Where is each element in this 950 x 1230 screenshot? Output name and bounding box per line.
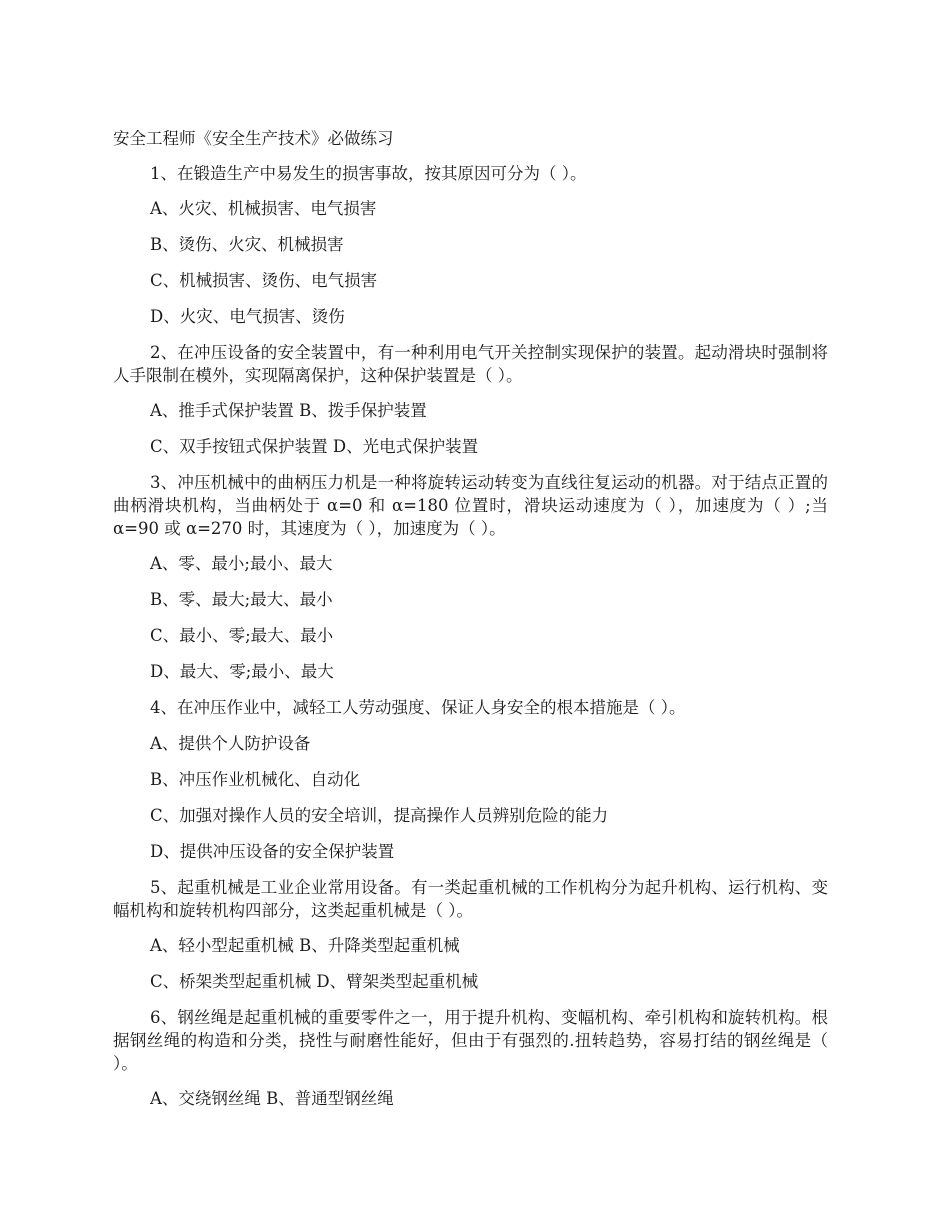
question-3: 3、冲压机械中的曲柄压力机是一种将旋转运动转变为直线往复运动的机器。对于结点正置的曲柄滑块机构，当曲柄处于 α=0 和 α=180 位置时，滑块运动速度为（ ），加速度为（ ）;当 α=90 或 α=270 时，其速度为（ ），加速度为（ ）。: [113, 473, 828, 538]
question-5: 5、起重机械是工业企业常用设备。有一类起重机械的工作机构分为起升机构、运行机构、变幅机构和旋转机构四部分，这类起重机械是（ ）。: [113, 878, 828, 920]
option-4b: B、冲压作业机械化、自动化: [150, 770, 361, 789]
option-3a: A、零、最小;最小、最大: [150, 554, 333, 573]
option-3d: D、最大、零;最小、最大: [150, 662, 334, 681]
question-6: 6、钢丝绳是起重机械的重要零件之一，用于提升机构、变幅机构、牵引机构和旋转机构。根据钢丝绳的构造和分类，挠性与耐磨性能好，但由于有强烈的.扭转趋势，容易打结的钢丝绳是（ ）。: [113, 1008, 828, 1073]
option-4a: A、提供个人防护设备: [150, 734, 311, 753]
option-1c: C、机械损害、烫伤、电气损害: [150, 271, 378, 290]
question-4: 4、在冲压作业中，减轻工人劳动强度、保证人身安全的根本措施是（ ）。: [150, 698, 686, 717]
option-4c: C、加强对操作人员的安全培训，提高操作人员辨别危险的能力: [150, 806, 609, 825]
option-1b: B、烫伤、火灾、机械损害: [150, 235, 344, 254]
document-body: [113, 127, 828, 1123]
option-2cd: C、双手按钮式保护装置 D、光电式保护装置: [150, 437, 479, 456]
option-5ab: A、轻小型起重机械 B、升降类型起重机械: [150, 936, 460, 955]
question-1: 1、在锻造生产中易发生的损害事故，按其原因可分为（ ）。: [150, 164, 587, 183]
document-title: 安全工程师《安全生产技术》必做练习: [113, 129, 394, 148]
option-5cd: C、桥架类型起重机械 D、臂架类型起重机械: [150, 972, 479, 991]
option-3c: C、最小、零;最大、最小: [150, 626, 334, 645]
option-2ab: A、推手式保护装置 B、拨手保护装置: [150, 401, 427, 420]
option-6ab: A、交绕钢丝绳 B、普通型钢丝绳: [150, 1089, 394, 1108]
option-4d: D、提供冲压设备的安全保护装置: [150, 842, 395, 861]
question-2: 2、在冲压设备的安全装置中，有一种利用电气开关控制实现保护的装置。起动滑块时强制将人手限制在模外，实现隔离保护，这种保护装置是（ ）。: [113, 343, 828, 385]
option-3b: B、零、最大;最大、最小: [150, 590, 333, 609]
option-1d: D、火灾、电气损害、烫伤: [150, 307, 345, 326]
option-1a: A、火灾、机械损害、电气损害: [150, 199, 377, 218]
